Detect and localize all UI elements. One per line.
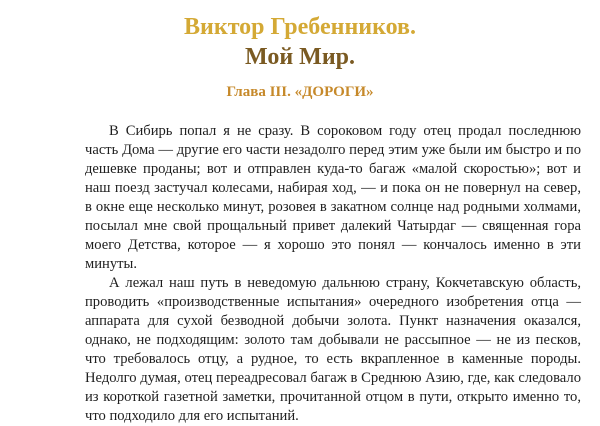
book-title: Мой Мир. [245,44,355,70]
chapter-heading: Глава III. «ДОРОГИ» [226,84,374,100]
chapter-body [85,122,581,426]
author-name: Виктор Гребенников. [184,14,416,40]
paragraph-1: В Сибирь попал я не сразу. В сороковом году отец продал последнюю часть Дома — другие его части незадолго перед этим уже были им быстро и по дешевке проданы; вот и отправлен куда-то багаж «малой скоростью»; вот и наш поезд застучал колесами, набирая ход, — и пока он не повернул на север, в окне еще несколько минут, розовея в закатном солнце над родными холмами, посылал мне свой прощальный привет далекий Чатырдаг — священная гора моего Детства, которое — я хорошо это понял — кончалось именно в эти минуты. [85,123,581,272]
paragraph-2: А лежал наш путь в неведомую дальнюю страну, Кокчетавскую область, проводить «производственные испытания» очередного изобретения отца — аппарата для сухой безводной добычи золота. Пункт назначения оказался, однако, не подходящим: золото там добывали не рассыпное — не из песков, что требовалось отцу, а рудное, то есть вкрапленное в каменные породы. Недолго думая, отец переадресовал багаж в Среднюю Азию, где, как следовало из короткой газетной заметки, прочитанной отцом в пути, открыто именно то, что подходило для его испытаний. [85,275,581,424]
